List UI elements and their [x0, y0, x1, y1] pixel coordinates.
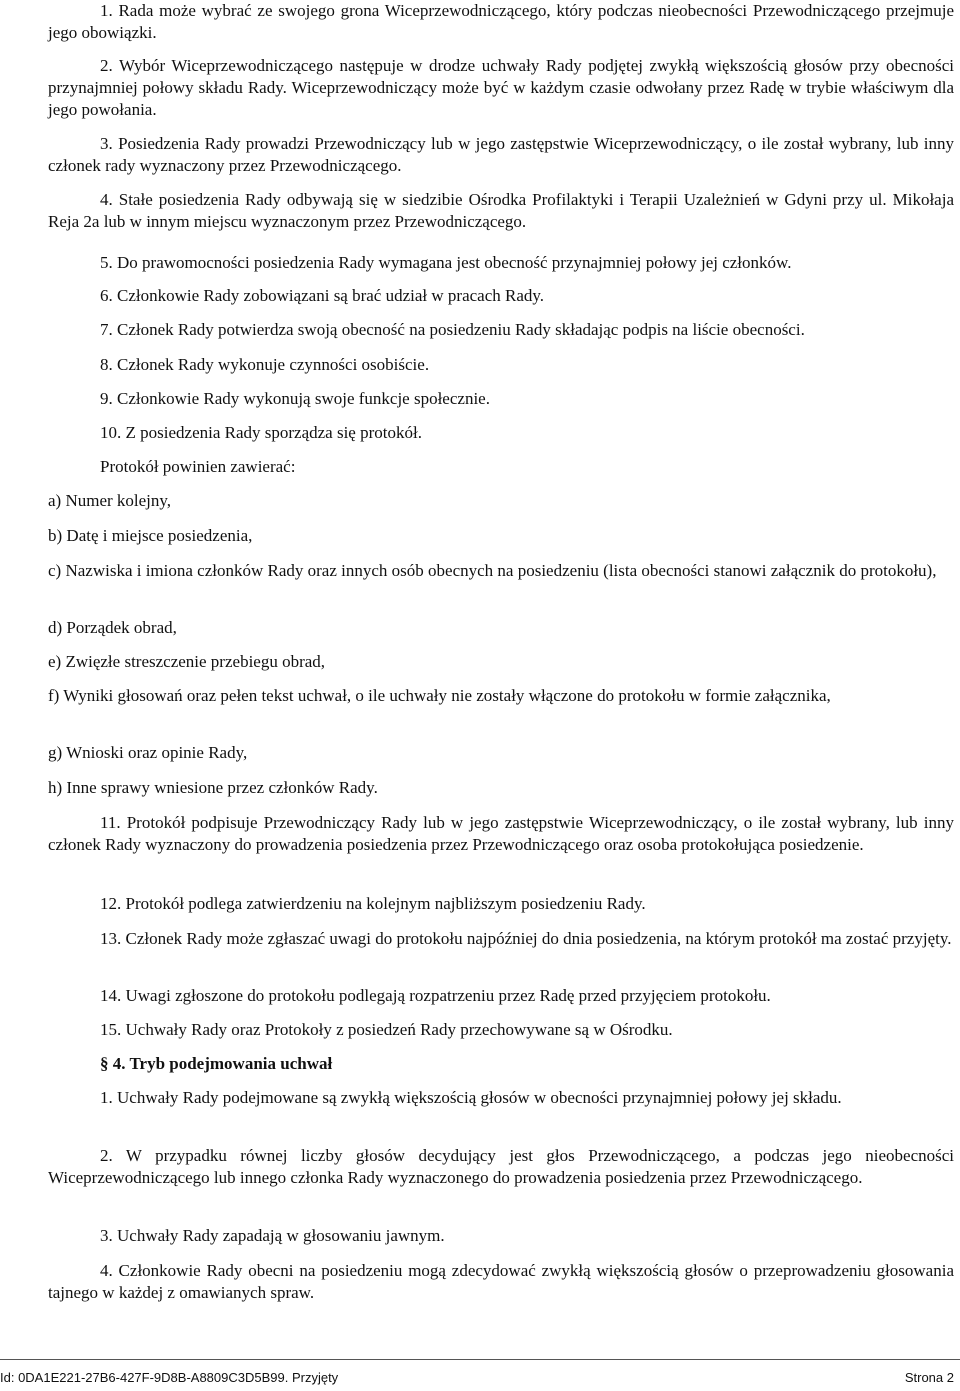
paragraph-13: 13. Członek Rady może zgłaszać uwagi do protokołu najpóźniej do dnia posiedzenia, na którym protokół ma zostać przyjęty. [100, 929, 952, 948]
section-paragraph-3: 3. Uchwały Rady zapadają w głosowaniu jawnym. [100, 1226, 445, 1245]
paragraph-3: 3. Posiedzenia Rady prowadzi Przewodniczący lub w jego zastępstwie Wiceprzewodniczący, o ile został wybrany, lub inny członek rady wyznaczony przez Przewodniczącego. [48, 134, 954, 175]
protocol-item: b) Datę i miejsce posiedzenia, [48, 526, 253, 545]
paragraph-14: 14. Uwagi zgłoszone do protokołu podlegają rozpatrzeniu przez Radę przed przyjęciem protokołu. [100, 986, 771, 1005]
paragraph-15: 15. Uchwały Rady oraz Protokoły z posiedzeń Rady przechowywane są w Ośrodku. [100, 1020, 673, 1039]
protocol-item: d) Porządek obrad, [48, 618, 177, 637]
document-id: Id: 0DA1E221-27B6-427F-9D8B-A8809C3D5B99. Przyjęty [0, 1370, 339, 1385]
footer-divider [0, 1359, 960, 1360]
section-paragraph-4: 4. Członkowie Rady obecni na posiedzeniu mogą zdecydować zwykłą większością głosów o przeprowadzeniu głosowania tajnego w każdej z omawianych spraw. [48, 1261, 954, 1302]
paragraph-7: 7. Członek Rady potwierdza swoją obecność na posiedzeniu Rady składając podpis na liście obecności. [100, 320, 805, 339]
paragraph-9: 9. Członkowie Rady wykonują swoje funkcje społecznie. [100, 389, 490, 408]
paragraph-6: 6. Członkowie Rady zobowiązani są brać udział w pracach Rady. [100, 286, 545, 305]
protocol-item: e) Zwięzłe streszczenie przebiegu obrad, [48, 652, 326, 671]
paragraph-5: 5. Do prawomocności posiedzenia Rady wymagana jest obecność przynajmniej połowy jej członków. [100, 253, 792, 272]
protocol-item: h) Inne sprawy wniesione przez członków Rady. [48, 778, 378, 797]
protocol-item: g) Wnioski oraz opinie Rady, [48, 743, 248, 762]
page-number: Strona 2 [904, 1370, 954, 1385]
section-paragraph-2: 2. W przypadku równej liczby głosów decydujący jest głos Przewodniczącego, a podczas jego nieobecności Wiceprzewodniczącego lub innego członka Rady wyznaczonego do prowadzenia posiedzenia przez Przewodniczącego. [48, 1146, 954, 1187]
paragraph-2: 2. Wybór Wiceprzewodniczącego następuje w drodze uchwały Rady podjętej zwykłą większością głosów przy obecności przynajmniej połowy składu Rady. Wiceprzewodniczący może być w każdym czasie odwołany przez Radę w trybie właściwym dla jego powołania. [48, 56, 954, 119]
paragraph-8: 8. Członek Rady wykonuje czynności osobiście. [100, 355, 430, 374]
protocol-item: c) Nazwiska i imiona członków Rady oraz innych osób obecnych na posiedzeniu (lista obecności stanowi załącznik do protokołu), [48, 561, 937, 580]
section-heading: § 4. Tryb podejmowania uchwał [100, 1054, 333, 1073]
paragraph-12: 12. Protokół podlega zatwierdzeniu na kolejnym najbliższym posiedzeniu Rady. [100, 894, 646, 913]
page-footer [0, 1355, 960, 1391]
paragraph-1: 1. Rada może wybrać ze swojego grona Wiceprzewodniczącego, który podczas nieobecności Przewodniczącego przejmuje jego obowiązki. [48, 1, 954, 42]
protocol-intro: Protokół powinien zawierać: [100, 457, 296, 476]
paragraph-11: 11. Protokół podpisuje Przewodniczący Rady lub w jego zastępstwie Wiceprzewodniczący, o ile został wybrany, lub inny członek Rady wyznaczony do prowadzenia posiedzenia przez Przewodniczącego oraz osoba protokołująca posiedzenie. [48, 813, 954, 854]
paragraph-4: 4. Stałe posiedzenia Rady odbywają się w siedzibie Ośrodka Profilaktyki i Terapii Uzależnień w Gdyni przy ul. Mikołaja Reja 2a lub w innym miejscu wyznaczonym przez Przewodniczącego. [48, 190, 954, 231]
protocol-item: a) Numer kolejny, [48, 491, 172, 510]
section-paragraph-1: 1. Uchwały Rady podejmowane są zwykłą większością głosów w obecności przynajmniej połowy jej składu. [100, 1088, 842, 1107]
paragraph-10: 10. Z posiedzenia Rady sporządza się protokół. [100, 423, 422, 442]
protocol-item: f) Wyniki głosowań oraz pełen tekst uchwał, o ile uchwały nie zostały włączone do protokołu w formie załącznika, [48, 686, 831, 705]
